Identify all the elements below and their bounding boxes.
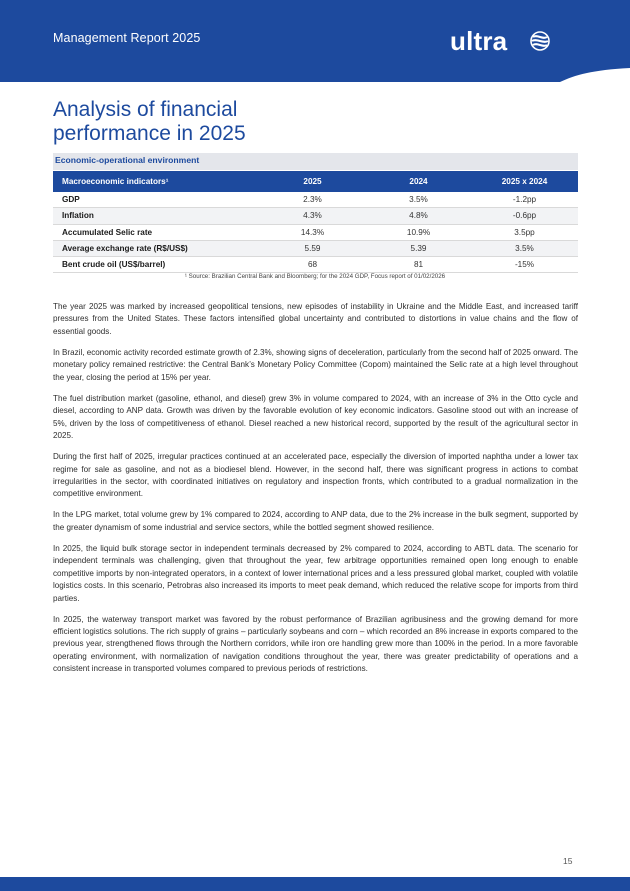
table-cell: -0.6pp bbox=[471, 208, 578, 224]
page-header bbox=[0, 0, 630, 82]
table-cell: 5.39 bbox=[366, 240, 471, 256]
table-row bbox=[53, 208, 578, 224]
logo-text: ultra bbox=[450, 26, 508, 56]
table-cell: 4.3% bbox=[259, 208, 366, 224]
table-cell: 14.3% bbox=[259, 224, 366, 240]
table-cell: -1.2pp bbox=[471, 192, 578, 208]
table-cell: 81 bbox=[366, 257, 471, 273]
table-header-cell: 2024 bbox=[366, 171, 471, 192]
table-cell: 5.59 bbox=[259, 240, 366, 256]
page-title bbox=[53, 98, 246, 146]
table-cell: 68 bbox=[259, 257, 366, 273]
paragraph: The fuel distribution market (gasoline, ethanol, and diesel) grew 3% in volume compared to 2024, with an increase of 3% in the Otto cycle and diesel, according to ANP data. Growth was driven by the favorable evolution of key economic indicators. Gasoline stood out with an increase of 5%, driven by the loss of competitiveness of ethanol. Diesel reached a new historical record, supported by the result of the agricultural sector in 2025. bbox=[53, 393, 578, 441]
page-title-line-1: Analysis of financial bbox=[53, 98, 238, 121]
section-heading-bar bbox=[53, 153, 578, 170]
table-cell: Bent crude oil (US$/barrel) bbox=[53, 257, 259, 273]
company-logo bbox=[450, 24, 560, 60]
table-row bbox=[53, 257, 578, 273]
page-footer-bar bbox=[0, 877, 630, 891]
table-cell: 3.5pp bbox=[471, 224, 578, 240]
report-title: Management Report 2025 bbox=[53, 31, 201, 45]
page-number: 15 bbox=[563, 856, 573, 866]
paragraph: In the LPG market, total volume grew by 1% compared to 2024, according to ANP data, due to the 2% increase in the bulk segment, supported by the greater dynamism of some industrial and service sectors, while the bottled segment showed resilience. bbox=[53, 510, 578, 532]
paragraph: The year 2025 was marked by increased geopolitical tensions, new episodes of instability in Ukraine and the Middle East, and increased tariff pressures from the United States. These factors intensified global uncertainty and contributed to distortions in value chains and the flow of essential goods. bbox=[53, 302, 578, 336]
table-cell: 4.8% bbox=[366, 208, 471, 224]
paragraph: In 2025, the liquid bulk storage sector in independent terminals decreased by 2% compared to 2024, according to ABTL data. The scenario for independent terminals was challenging, given that throughout the year, few arbitrage opportunities remained open long enough to enable competitive imports by non-integrated operators, in a context of lower international prices and a less pressured global market, coupled with volatile logistics costs. In this scenario, Petrobras also increased its imports to meet peak demand, which reduced the relative scope for imports from third parties. bbox=[53, 543, 578, 603]
paragraph: During the first half of 2025, irregular practices continued at an accelerated pace, especially the diversion of imported naphtha under a lower tax regime for sale as gasoline, and not as a biodiesel blend. However, in the second half, there was significant progress in actions to combat irregularities in the sector, with coordinated initiatives on regulatory and inspection fronts, which contributed to a gradual normalization in the competitive environment. bbox=[53, 452, 578, 499]
table-row bbox=[53, 240, 578, 256]
table-cell: Average exchange rate (R$/US$) bbox=[53, 240, 259, 256]
table-cell: Inflation bbox=[53, 208, 259, 224]
table-header-cell: Macroeconomic indicators¹ bbox=[53, 171, 259, 192]
macroeconomic-indicators-table bbox=[53, 171, 578, 273]
table-header-cell: 2025 x 2024 bbox=[471, 171, 578, 192]
body-text bbox=[53, 301, 578, 684]
table-cell: 3.5% bbox=[366, 192, 471, 208]
table-cell: 3.5% bbox=[471, 240, 578, 256]
page-title-line-2: performance in 2025 bbox=[53, 122, 246, 145]
table-row bbox=[53, 224, 578, 240]
ultra-wave-icon bbox=[530, 28, 550, 54]
table-cell: 2.3% bbox=[259, 192, 366, 208]
table-footnote: ¹ Source: Brazilian Central Bank and Bloomberg; for the 2024 GDP, Focus report of 01/02/2026 bbox=[184, 273, 446, 280]
paragraph: In Brazil, economic activity recorded estimate growth of 2.3%, showing signs of deceleration, particularly from the second half of 2025 onward. The monetary policy remained restrictive: the Central Bank’s Monetary Policy Committee (Copom) maintained the Selic rate at a high level throughout the year, closing the period at 15% per year. bbox=[53, 347, 578, 382]
table-cell: GDP bbox=[53, 192, 259, 208]
table-cell: 10.9% bbox=[366, 224, 471, 240]
section-heading: Economic-operational environment bbox=[55, 155, 200, 165]
table-row bbox=[53, 192, 578, 208]
table-header-row bbox=[53, 171, 578, 192]
paragraph: In 2025, the waterway transport market was favored by the robust performance of Brazilian agribusiness and the growing demand for more efficient logistics solutions. The rich supply of grains – particularly soybeans and corn – which recorded an 8% increase in exports compared to the previous year, strengthened flows through the Northern corridors, while iron ore handling grew more than 100% in the period. In a more favorable operating environment, with normalization of navigation conditions throughout the year, there was greater predictability of operations and a consistent increase in transported volumes compared to previous periods of restrictions. bbox=[53, 614, 578, 674]
table-header-cell: 2025 bbox=[259, 171, 366, 192]
table-cell: Accumulated Selic rate bbox=[53, 224, 259, 240]
table-cell: -15% bbox=[471, 257, 578, 273]
